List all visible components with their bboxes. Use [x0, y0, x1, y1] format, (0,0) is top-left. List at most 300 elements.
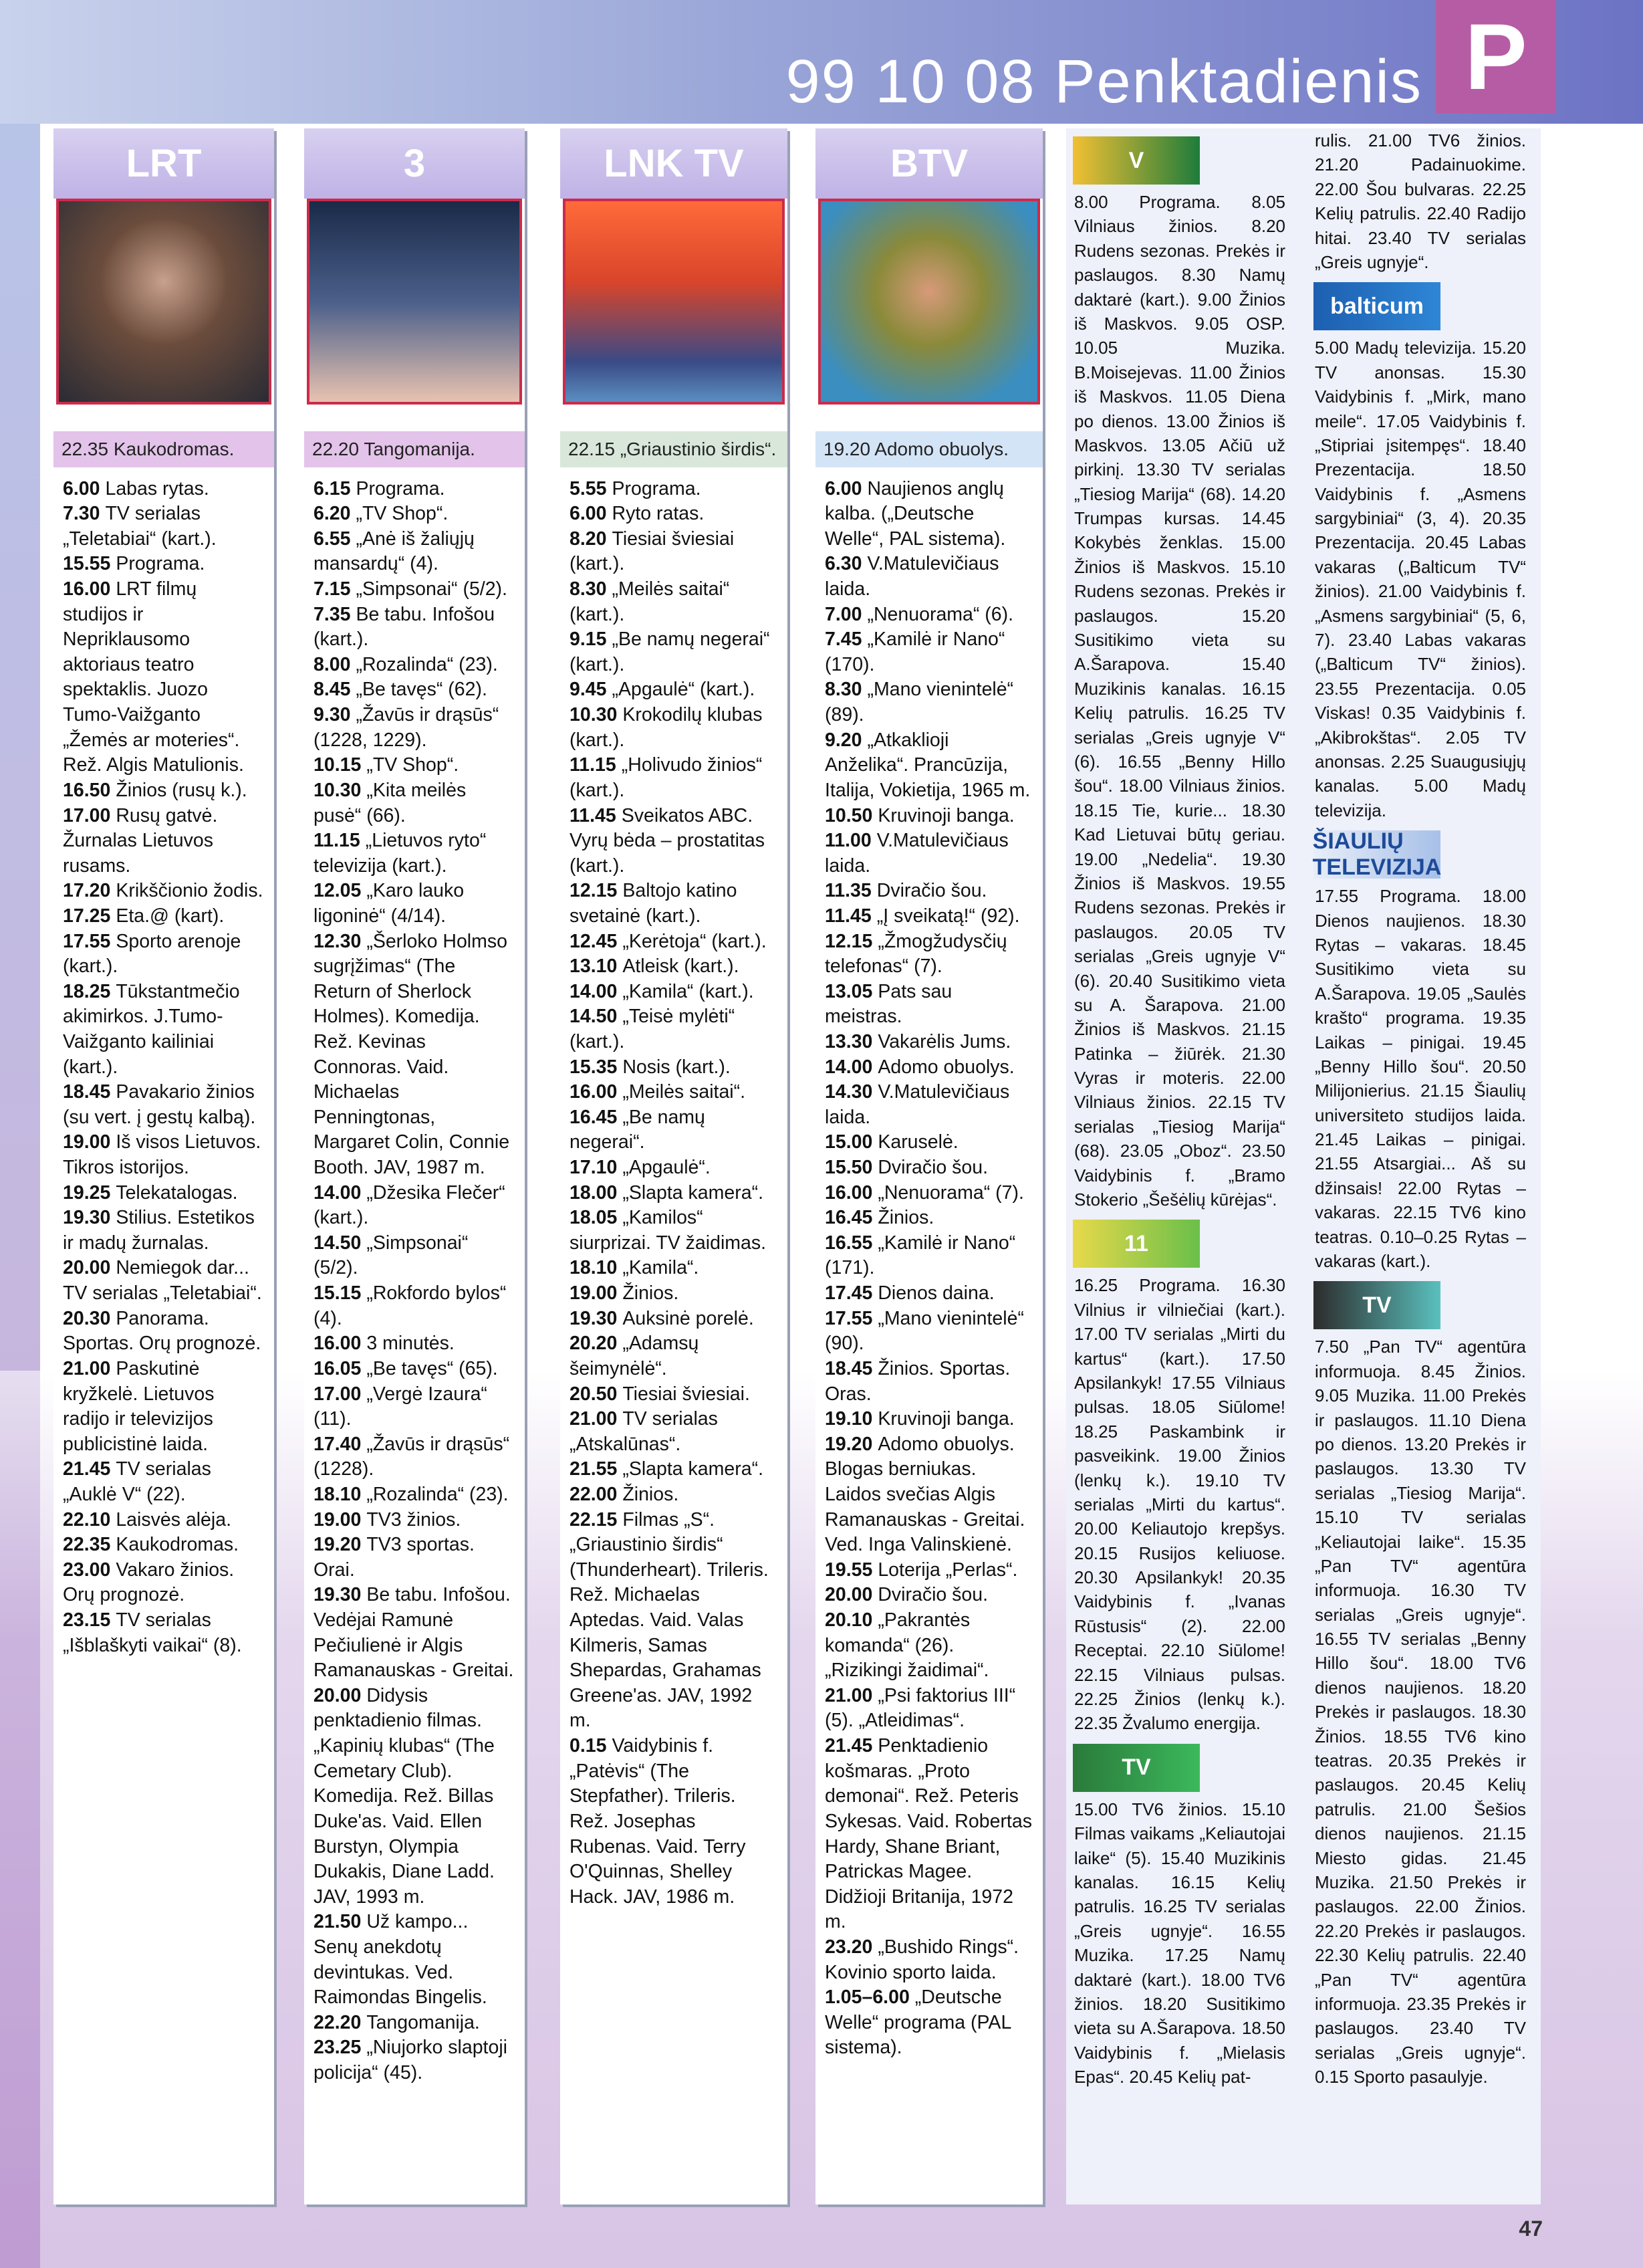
program-entry [63, 1181, 265, 1206]
program-entry [63, 1080, 265, 1130]
program-title: „Žmogžudysčių telefonas“ (7). [825, 930, 1007, 978]
program-title: „Psi faktorius III“ (5). „Atleidimas“. [825, 1684, 1016, 1732]
program-entry [63, 1558, 265, 1608]
program-entry [570, 1055, 778, 1081]
program-time: 17.10 [570, 1157, 618, 1179]
program-title: Žinios. [622, 1282, 679, 1305]
program-time: 16.45 [570, 1106, 618, 1128]
program-title: Pats sau meistras. [825, 980, 953, 1028]
program-title: „Džesika Flečer“ (kart.). [313, 1181, 505, 1229]
program-time: 21.55 [570, 1458, 618, 1480]
program-title: Dviračio šou. [878, 1584, 989, 1606]
program-entry [63, 501, 265, 552]
program-title: „Simpsonai“ (5/2). [356, 578, 507, 600]
program-time: 22.15 [570, 1508, 618, 1530]
program-title: Eta.@ (kart). [116, 905, 225, 927]
program-entry [825, 1357, 1033, 1407]
program-time: 7.30 [63, 503, 100, 525]
program-time: 5.55 [570, 477, 607, 499]
program-title: „Be namų negerai“. [570, 1106, 705, 1153]
program-title: „Slapta kamera“. [622, 1458, 763, 1480]
program-title: „Teisė mylėti“ (kart.). [570, 1006, 735, 1052]
program-entry [63, 1608, 265, 1658]
program-title: „Kerėtoja“ (kart.). [622, 930, 767, 952]
program-entry [313, 1382, 515, 1432]
btv-photo [818, 199, 1040, 405]
program-entry [570, 980, 778, 1005]
program-time: 12.15 [570, 880, 618, 902]
program-entry [313, 1357, 515, 1382]
program-time: 23.00 [63, 1559, 111, 1581]
program-time: 8.30 [570, 578, 607, 600]
program-entry [313, 753, 515, 778]
program-entry [825, 804, 1033, 829]
lrt-headline: 22.35 Kaukodromas. [53, 431, 274, 467]
program-title: Be tabu. Infošou (kart.). [313, 603, 495, 651]
program-time: 16.45 [825, 1207, 873, 1229]
program-title: „Rozalinda“ (23). [366, 1483, 509, 1505]
program-entry [63, 577, 265, 778]
program-entry [63, 904, 265, 929]
program-entry [570, 1307, 778, 1332]
program-time: 9.15 [570, 629, 607, 651]
program-entry [570, 804, 778, 879]
program-entry [313, 1482, 515, 1508]
program-entry [570, 703, 778, 753]
program-time: 18.10 [570, 1257, 618, 1279]
program-time: 10.15 [313, 754, 362, 776]
program-entry [825, 1684, 1033, 1734]
artv-logo: TV [1073, 1744, 1200, 1792]
program-time: 14.50 [313, 1232, 362, 1254]
program-title: „Kamilė ir Nano“ (170). [825, 629, 1005, 675]
program-entry [570, 1281, 778, 1307]
program-title: Krikščionio žodis. [116, 880, 263, 902]
program-entry [63, 477, 265, 502]
program-title: „Apgaulė“ (kart.). [612, 679, 755, 701]
program-title: „Mano vienintelė“ (89). [825, 679, 1014, 726]
program-entry [313, 577, 515, 602]
channel-column-tv3 [304, 128, 525, 2204]
program-entry [570, 1508, 778, 1734]
program-title: Vakaro žinios. Orų prognozė. [63, 1559, 235, 1606]
program-title: Baltojo katino svetainė (kart.). [570, 880, 737, 927]
program-time: 6.00 [63, 477, 100, 499]
program-time: 15.15 [313, 1282, 362, 1305]
program-time: 21.00 [63, 1357, 111, 1379]
program-title: „Karo lauko ligoninė“ (4/14). [313, 880, 465, 927]
program-title: Naujienos anglų kalba. („Deutsche Welle“, PAL sistema). [825, 477, 1006, 550]
program-entry [825, 1432, 1033, 1558]
program-title: Žinios. [622, 1483, 679, 1505]
program-entry [570, 1457, 778, 1482]
program-entry [313, 653, 515, 678]
program-entry [570, 1004, 778, 1054]
program-time: 12.30 [313, 930, 362, 952]
program-title: Vaidybinis f. „Patėvis“ (The Stepfather). Trileris. Rež. Josephas Rubenas. Vaid. Terry O'Quinnas, Shelley Hack. JAV, 1986 m. [570, 1735, 746, 1908]
program-title: Paskutinė kryžkelė. Lietuvos radijo ir televizijos publicistinė laida. [63, 1357, 215, 1455]
program-title: Penktadienio košmaras. „Proto demonai“. Rež. Peteris Sykesas. Vaid. Robertas Hardy, Shane Briant, Patrickas Magee. Didžioji Britanija, 1972 m. [825, 1735, 1032, 1933]
program-title: Kruvinoji banga. [878, 1408, 1015, 1430]
program-title: Auksinė porelė. [622, 1307, 754, 1329]
program-time: 19.30 [63, 1207, 111, 1229]
program-entry [63, 1206, 265, 1256]
tv6-continued-text: rulis. 21.00 TV6 žinios. 21.20 Padainuokime. 22.00 Šou bulvaras. 22.25 Kelių patrulis. 22.40 Radijo hitai. 23.40 TV serialas „Greis ugnyje“. [1315, 130, 1526, 272]
program-title: LRT filmų studijos ir Nepriklausomo aktoriaus teatro spektaklis. Juozo Tumo-Vaižganto „Žemės ar moteries“. Rež. Algis Matulionis. [63, 578, 244, 776]
program-time: 17.40 [313, 1433, 362, 1455]
program-entry [570, 929, 778, 955]
program-title: „Mano vienintelė“ (90). [825, 1307, 1024, 1355]
program-title: 3 minutės. [366, 1333, 455, 1355]
siauliu-logo: ŠIAULIŲ TELEVIZIJA [1312, 828, 1442, 881]
program-time: 6.55 [313, 528, 351, 550]
program-entry [825, 1155, 1033, 1181]
tv3-logo: 3 [304, 128, 525, 199]
eleven-text: 16.25 Programa. 16.30 Vilnius ir vilniečiai (kart.). 17.00 TV serialas „Mirti du kartus“ (kart.). 17.50 Apsilankyk! 17.55 Vilniaus pulsas. 18.05 Siūlome! 18.25 Paskambink ir pasveikink. 19.00 Žinios (lenkų k.). 19.10 TV serialas „Mirti du kartus“. 20.00 Keliautojo krepšys. 20.15 Rusijos keliuose. 20.30 Apsilankyk! 20.35 Vaidybinis f. „Ivanas Rūstusis“ (2). 22.00 Receptai. 22.10 Siūlome! 22.15 Vilniaus pulsas. 22.25 Žinios (lenkų k.). 22.35 Žvalumo energija. [1074, 1275, 1285, 1734]
program-title: „Nenuorama“ (7). [878, 1181, 1024, 1204]
program-title: Filmas „S“. „Griaustinio širdis“ (Thunderheart). Trileris. Rež. Michaelas Aptedas. Vaid. Valas Kilmeris, Samas Shepardas, Grahamas Greene'as. JAV, 1992 m. [570, 1508, 769, 1732]
program-time: 11.35 [825, 880, 872, 902]
program-time: 6.00 [570, 503, 607, 525]
program-entry [570, 677, 778, 703]
program-title: TV serialas „Atskalūnas“. [570, 1408, 718, 1455]
program-entry [313, 1684, 515, 1910]
program-entry [313, 677, 515, 703]
program-time: 9.30 [313, 704, 351, 726]
program-entry [313, 1181, 515, 1231]
program-time: 21.00 [570, 1408, 618, 1430]
program-entry [825, 602, 1033, 628]
program-time: 13.30 [825, 1031, 873, 1052]
program-time: 21.50 [313, 1911, 362, 1933]
program-entry [570, 1155, 778, 1181]
program-entry [313, 1583, 515, 1683]
program-title: „Rozalinda“ (23). [356, 653, 498, 675]
program-title: „Nenuorama“ (6). [867, 603, 1014, 625]
program-title: Adomo obuolys. Blogas berniukas. Laidos svečias Algis Ramanauskas - Greitai. Ved. Inga Valinskienė. [825, 1433, 1025, 1556]
program-entry [825, 1231, 1033, 1281]
program-time: 16.00 [570, 1081, 618, 1103]
program-title: „Į sveikatą!“ (92). [876, 905, 1020, 927]
program-time: 23.15 [63, 1609, 111, 1631]
program-title: „Kamilė ir Nano“ (171). [825, 1232, 1016, 1279]
program-time: 17.45 [825, 1282, 873, 1305]
program-title: Už kampo... Senų anekdotų devintukas. Ved. Raimondas Bingelis. [313, 1911, 487, 2009]
program-time: 13.05 [825, 980, 873, 1002]
program-entry [570, 1482, 778, 1508]
program-time: 6.30 [825, 553, 862, 575]
program-time: 6.15 [313, 477, 351, 499]
program-entry [313, 1533, 515, 1583]
program-time: 6.00 [825, 477, 862, 499]
program-title: „TV Shop“. [356, 503, 449, 525]
program-entry [63, 879, 265, 904]
program-entry [825, 828, 1033, 879]
lnk-photo [563, 199, 785, 405]
program-time: 18.45 [63, 1081, 111, 1103]
program-time: 19.55 [825, 1559, 873, 1581]
tv3-listing [313, 477, 515, 2086]
program-entry [570, 1181, 778, 1206]
program-entry [313, 1281, 515, 1331]
channel-column-lrt [53, 128, 274, 2204]
program-title: „Be tavęs“ (65). [366, 1357, 498, 1379]
lnk-listing [570, 477, 778, 1910]
program-time: 7.45 [825, 629, 862, 651]
regional-right [1307, 128, 1534, 2089]
program-time: 11.00 [825, 830, 872, 852]
program-entry [570, 1331, 778, 1381]
program-time: 12.15 [825, 930, 873, 952]
program-time: 19.30 [313, 1584, 362, 1606]
program-time: 15.50 [825, 1157, 873, 1179]
program-time: 17.55 [63, 930, 111, 952]
program-entry [825, 879, 1033, 904]
program-title: Tiesiai šviesiai (kart.). [570, 528, 735, 575]
program-title: „Meilės saitai“. [622, 1081, 746, 1103]
program-time: 13.10 [570, 955, 618, 978]
program-time: 22.35 [63, 1534, 111, 1556]
program-title: „Vergė Izaura“ (11). [313, 1383, 487, 1430]
program-time: 20.00 [313, 1684, 362, 1706]
program-entry [825, 552, 1033, 602]
program-entry [63, 1130, 265, 1180]
eleven-logo: 11 [1073, 1220, 1200, 1268]
program-title: Dienos daina. [878, 1282, 995, 1305]
program-time: 17.00 [313, 1383, 362, 1405]
program-time: 16.55 [825, 1232, 873, 1254]
lrt-listing [63, 477, 265, 1659]
program-title: Panorama. Sportas. Orų prognozė. [63, 1307, 261, 1355]
program-title: „TV Shop“. [366, 754, 459, 776]
program-time: 20.20 [570, 1333, 618, 1355]
program-entry [313, 879, 515, 929]
program-time: 19.25 [63, 1181, 111, 1204]
program-entry [825, 677, 1033, 727]
program-entry [570, 954, 778, 980]
program-entry [570, 501, 778, 527]
program-time: 17.25 [63, 905, 111, 927]
program-entry [63, 552, 265, 577]
balticum-logo: balticum [1313, 282, 1440, 330]
program-title: Loterija „Perlas“. [878, 1559, 1018, 1581]
program-title: „Žavūs ir drąsūs“ (1228, 1229). [313, 704, 499, 751]
day-letter: P [1436, 0, 1556, 114]
program-time: 19.00 [63, 1131, 111, 1153]
program-entry [570, 1206, 778, 1256]
program-entry [313, 477, 515, 502]
program-time: 8.00 [313, 653, 351, 675]
program-entry [570, 753, 778, 803]
program-time: 22.20 [313, 2011, 362, 2033]
program-time: 16.00 [825, 1181, 873, 1204]
program-entry [570, 1256, 778, 1281]
program-entry [825, 904, 1033, 929]
btv-logo: BTV [815, 128, 1043, 199]
program-time: 23.20 [825, 1936, 873, 1958]
channel-column-lnk [560, 128, 787, 2204]
program-time: 19.30 [570, 1307, 618, 1329]
program-time: 12.45 [570, 930, 618, 952]
program-time: 18.05 [570, 1207, 618, 1229]
program-time: 22.10 [63, 1508, 111, 1530]
program-title: Pavakario žinios (su vert. į gestų kalbą). [63, 1081, 256, 1128]
program-time: 20.10 [825, 1609, 873, 1631]
program-entry [63, 1508, 265, 1533]
program-title: Tiesiai šviesiai. [622, 1383, 750, 1405]
program-title: Sporto arenoje (kart.). [63, 930, 241, 978]
program-time: 20.00 [825, 1584, 873, 1606]
program-time: 18.25 [63, 980, 111, 1002]
program-title: Telekatalogas. [116, 1181, 238, 1204]
program-title: Be tabu. Infošou. Vedėjai Ramunė Pečiulienė ir Algis Ramanauskas - Greitai. [313, 1584, 514, 1682]
program-entry [63, 1357, 265, 1457]
program-time: 12.05 [313, 880, 362, 902]
program-entry [313, 1231, 515, 1281]
program-title: V.Matulevičiaus laida. [825, 830, 1009, 877]
program-time: 14.00 [570, 980, 618, 1002]
program-entry [570, 1105, 778, 1155]
program-entry [313, 2035, 515, 2085]
program-time: 0.15 [570, 1735, 607, 1757]
program-title: Kaukodromas. [116, 1534, 239, 1556]
program-entry [570, 1407, 778, 1457]
program-entry [63, 929, 265, 980]
program-title: Iš visos Lietuvos. Tikros istorijos. [63, 1131, 261, 1179]
program-entry [313, 703, 515, 753]
program-title: „Šerloko Holmso sugrįžimas“ (The Return of Sherlock Holmes). Komedija. Rež. Kevinas Connoras. Vaid. Michaelas Penningtonas, Margaret Colin, Connie Booth. JAV, 1987 m. [313, 930, 510, 1179]
program-title: Žinios. Sportas. Oras. [825, 1357, 1011, 1405]
program-title: Karuselė. [878, 1131, 959, 1153]
program-entry [313, 527, 515, 577]
program-title: „Pakrantės komanda“ (26). „Rizikingi žaidimai“. [825, 1609, 989, 1682]
program-time: 11.45 [570, 804, 616, 826]
program-time: 10.50 [825, 804, 873, 826]
program-entry [825, 477, 1033, 552]
vilniaus-text: 8.00 Programa. 8.05 Vilniaus žinios. 8.20 Rudens sezonas. Prekės ir paslaugos. 8.30 Namų daktarė (kart.). 9.00 Žinios iš Maskvos. 9.05 OSP. 10.05 Muzika. B.Moisejevas. 11.00 Žinios iš Maskvos. 11.05 Diena po dienos. 13.00 Žinios iš Maskvos. 13.05 Ačiū už pirkinį. 13.30 TV serialas „Tiesiog Marija“ (68). 14.20 Trumpas kursas. 14.45 Kokybės ženklas. 15.00 Žinios iš Maskvos. 15.10 Rudens sezonas. Prekės ir paslaugos. 15.20 Susitikimo vieta su A.Šarapova. 15.40 Muzikinis kanalas. 16.15 Kelių patrulis. 16.25 TV serialas „Greis ugnyje V“ (6). 16.55 „Benny Hillo šou“. 18.00 Vilniaus žinios. 18.15 Tie, kurie... 18.30 Kad Lietuvai būtų geriau. 19.00 „Nedelia“. 19.30 Žinios iš Maskvos. 19.55 Rudens sezonas. Prekės ir paslaugos. 20.05 TV serialas „Greis ugnyje V“ (6). 20.40 Susitikimo vieta su A. Šarapova. 21.00 Žinios iš Maskvos. 21.15 Patinka – žiūrėk. 21.30 Vyras ir moteris. 22.00 Vilniaus žinios. 22.15 TV serialas „Tiesiog Marija“ (68). 23.05 „Oboz“. 23.50 Vaidybinis f. „Bramo Stokerio „Šešėlių kūrėjas“. [1074, 192, 1285, 1210]
program-title: „Deutsche Welle“ programa (PAL sistema). [825, 1987, 1011, 2059]
program-time: 18.10 [313, 1483, 362, 1505]
program-title: Ryto ratas. [612, 503, 705, 525]
program-title: „Lietuvos ryto“ televizija (kart.). [313, 830, 487, 877]
program-time: 20.30 [63, 1307, 111, 1329]
program-time: 16.00 [63, 578, 111, 600]
program-time: 21.45 [825, 1735, 873, 1757]
program-time: 11.45 [825, 905, 872, 927]
program-time: 17.20 [63, 880, 111, 902]
program-title: Programa. [356, 477, 445, 499]
program-entry [825, 1130, 1033, 1155]
program-entry [825, 1608, 1033, 1684]
program-title: „Anė iš žaliųjų mansardų“ (4). [313, 528, 475, 575]
lnk-logo: LNK TV [560, 128, 787, 199]
program-time: 7.15 [313, 578, 351, 600]
siauliu-text: 17.55 Programa. 18.00 Dienos naujienos. 18.30 Rytas – vakaras. 18.45 Susitikimo vieta su A.Šarapova. 19.05 „Saulės krašto“ programa. 19.35 Laikas – pinigai. 19.45 „Benny Hillo šou“. 20.50 Milijonierius. 21.15 Šiaulių universiteto studijos laida. 21.45 Laikas – pinigai. 21.55 Atsargiai... Aš su džinsais! 22.00 Rytas – vakaras. 22.15 TV6 kino teatras. 0.10–0.25 Rytas – vakaras (kart.). [1315, 886, 1526, 1272]
program-entry [570, 477, 778, 502]
program-time: 16.50 [63, 779, 111, 801]
tv3-photo [307, 199, 522, 405]
lrt-logo: LRT [53, 128, 274, 199]
program-time: 7.00 [825, 603, 862, 625]
program-time: 19.20 [313, 1534, 362, 1556]
program-title: Krokodilų klubas (kart.). [570, 704, 763, 751]
pantv-logo: TV [1313, 1281, 1440, 1329]
program-title: Sveikatos ABC. Vyrų bėda – prostatitas (kart.). [570, 804, 765, 877]
program-title: TV3 sportas. Orai. [313, 1534, 475, 1581]
program-title: „Žavūs ir drąsūs“ (1228). [313, 1433, 510, 1480]
program-entry [313, 1432, 515, 1482]
program-time: 19.20 [825, 1433, 873, 1455]
program-entry [825, 1206, 1033, 1231]
program-time: 14.30 [825, 1081, 873, 1103]
program-title: „Bushido Rings“. Kovinio sporto laida. [825, 1936, 1019, 1983]
program-time: 14.50 [570, 1006, 618, 1028]
program-title: Atleisk (kart.). [622, 955, 739, 978]
program-title: Laisvės alėja. [116, 1508, 232, 1530]
program-title: „Simpsonai“ (5/2). [313, 1232, 469, 1279]
program-title: „Holivudo žinios“ (kart.). [570, 754, 763, 801]
program-time: 9.45 [570, 679, 607, 701]
program-entry [825, 1407, 1033, 1432]
program-title: Nemiegok dar... TV serialas „Teletabiai“. [63, 1257, 262, 1305]
program-title: Labas rytas. [105, 477, 209, 499]
program-time: 14.00 [825, 1056, 873, 1078]
program-time: 8.30 [825, 679, 862, 701]
vilniaus-logo: V [1073, 136, 1200, 185]
program-title: „Be namų negerai“ (kart.). [570, 629, 770, 675]
program-entry [825, 980, 1033, 1030]
program-time: 19.00 [570, 1282, 618, 1305]
program-time: 15.35 [570, 1056, 618, 1078]
program-entry [313, 602, 515, 653]
program-entry [825, 728, 1033, 804]
program-time: 9.20 [825, 729, 862, 751]
channel-column-btv [815, 128, 1043, 2204]
program-entry [825, 1030, 1033, 1055]
program-title: „Kita meilės pusė“ (66). [313, 779, 467, 826]
program-title: V.Matulevičiaus laida. [825, 1081, 1010, 1128]
lnk-headline: 22.15 „Griaustinio širdis“. [560, 431, 787, 467]
program-title: Programa. [612, 477, 701, 499]
program-entry [313, 1331, 515, 1357]
balticum-text: 5.00 Madų televizija. 15.20 TV anonsas. 15.30 Vaidybinis f. „Mirk, mano meile“. 17.05 Vaidybinis f. „Stipriai įsitempęs“. 18.40 Prezentacija. 18.50 Vaidybinis f. „Asmens sargybiniai“ (3, 4). 20.35 Prezentacija. 20.45 Labas vakaras („Balticum TV“ žinios). 21.00 Vaidybinis f. „Asmens sargybiniai“ (5, 6, 7). 23.40 Labas vakaras („Balticum TV“ žinios). 23.55 Prezentacija. 0.05 Viskas! 0.35 Vaidybinis f. „Akibrokštas“. 2.05 TV anonsas. 2.25 Suaugusiųjų kanalas. 5.00 Madų televizija. [1315, 338, 1526, 820]
program-entry [825, 1281, 1033, 1307]
program-entry [313, 828, 515, 879]
program-entry [825, 1734, 1033, 1935]
program-title: „Rokfordo bylos“ (4). [313, 1282, 507, 1329]
program-entry [313, 501, 515, 527]
program-time: 11.15 [570, 754, 616, 776]
program-entry [63, 1457, 265, 1507]
program-entry [825, 929, 1033, 980]
program-entry [313, 1910, 515, 2010]
program-entry [570, 879, 778, 929]
regional-stations [1066, 128, 1541, 2204]
program-title: V.Matulevičiaus laida. [825, 553, 999, 600]
program-entry [63, 980, 265, 1080]
program-time: 15.00 [825, 1131, 873, 1153]
program-title: „Meilės saitai“ (kart.). [570, 578, 730, 625]
program-title: Žinios. [878, 1207, 934, 1229]
program-time: 18.45 [825, 1357, 873, 1379]
program-time: 1.05–6.00 [825, 1987, 910, 2009]
program-time: 8.45 [313, 679, 351, 701]
btv-headline: 19.20 Adomo obuolys. [815, 431, 1043, 467]
program-title: Dviračio šou. [876, 880, 987, 902]
program-entry [63, 1533, 265, 1558]
program-entry [825, 1558, 1033, 1583]
regional-left [1066, 128, 1293, 2089]
